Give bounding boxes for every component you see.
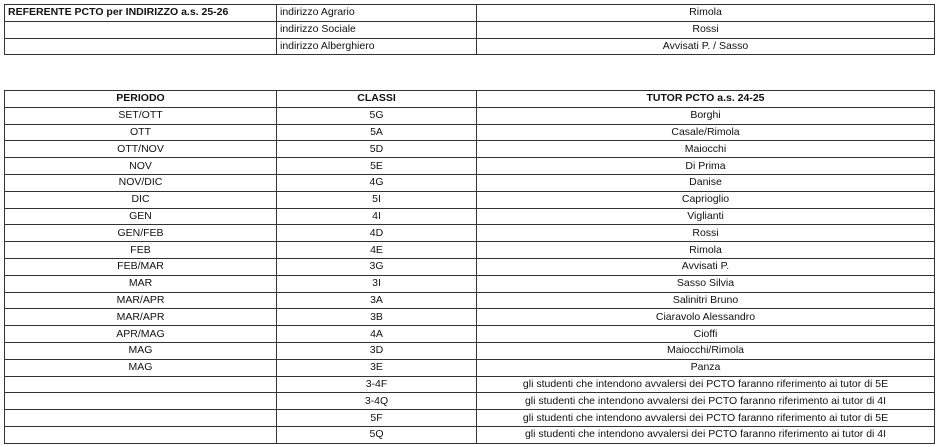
tutor-cell: Di Prima [477,158,935,175]
periodo-cell: OTT [5,124,277,141]
periodo-cell: APR/MAG [5,326,277,343]
table-row [5,124,935,141]
table-row [5,426,935,443]
periodo-cell: MAG [5,359,277,376]
referente-cell: Rossi [477,21,935,38]
indirizzo-cell: indirizzo Alberghiero [277,38,477,55]
tutor-cell: Ciaravolo Alessandro [477,309,935,326]
tutor-header-row [5,91,935,108]
periodo-cell: FEB [5,242,277,259]
referente-cell: Rimola [477,5,935,22]
classe-cell: 4A [277,326,477,343]
classe-cell: 3A [277,292,477,309]
tutor-cell: Panza [477,359,935,376]
table-row [5,410,935,427]
tutor-cell: Sasso Silvia [477,275,935,292]
table-row [5,5,935,22]
empty-cell [5,21,277,38]
tutor-cell: Avvisati P. [477,258,935,275]
tutor-cell: Borghi [477,107,935,124]
tutor-cell: gli studenti che intendono avvalersi dei PCTO faranno riferimento ai tutor di 5E [477,410,935,427]
classe-cell: 3B [277,309,477,326]
periodo-cell: MAR/APR [5,309,277,326]
classe-cell: 4I [277,208,477,225]
tutor-cell: Maiocchi [477,141,935,158]
table-row [5,38,935,55]
tutor-cell: gli studenti che intendono avvalersi dei PCTO faranno riferimento ai tutor di 4I [477,426,935,443]
table-row [5,309,935,326]
periodo-cell: SET/OTT [5,107,277,124]
periodo-cell: OTT/NOV [5,141,277,158]
periodo-cell: DIC [5,191,277,208]
periodo-cell [5,426,277,443]
classe-cell: 3E [277,359,477,376]
table-row [5,158,935,175]
periodo-cell: GEN/FEB [5,225,277,242]
table-row [5,292,935,309]
periodo-cell: MAG [5,342,277,359]
referente-cell: Avvisati P. / Sasso [477,38,935,55]
tutor-table [4,90,935,444]
periodo-cell: MAR/APR [5,292,277,309]
empty-cell [5,38,277,55]
table-row [5,208,935,225]
tutor-cell: Rossi [477,225,935,242]
tutor-cell: Caprioglio [477,191,935,208]
referenti-title: REFERENTE PCTO per INDIRIZZO a.s. 25-26 [5,5,277,22]
table-row [5,258,935,275]
tutor-cell: Rimola [477,242,935,259]
classe-cell: 3-4Q [277,393,477,410]
periodo-cell: FEB/MAR [5,258,277,275]
tutor-cell: Viglianti [477,208,935,225]
header-tutor: TUTOR PCTO a.s. 24-25 [477,91,935,108]
tutor-cell: Casale/Rimola [477,124,935,141]
periodo-cell [5,410,277,427]
table-row [5,342,935,359]
classe-cell: 4G [277,174,477,191]
indirizzo-cell: indirizzo Sociale [277,21,477,38]
table-row [5,242,935,259]
table-row [5,174,935,191]
classe-cell: 5A [277,124,477,141]
header-periodo: PERIODO [5,91,277,108]
table-row [5,107,935,124]
table-row [5,141,935,158]
periodo-cell: NOV [5,158,277,175]
table-row [5,393,935,410]
classe-cell: 5E [277,158,477,175]
periodo-cell: GEN [5,208,277,225]
header-classi: CLASSI [277,91,477,108]
table-row [5,376,935,393]
table-row [5,21,935,38]
table-row [5,225,935,242]
periodo-cell: MAR [5,275,277,292]
classe-cell: 5F [277,410,477,427]
classe-cell: 4E [277,242,477,259]
periodo-cell [5,393,277,410]
classe-cell: 3D [277,342,477,359]
referenti-table [4,4,935,55]
tutor-cell: Salinitri Bruno [477,292,935,309]
classe-cell: 5D [277,141,477,158]
tutor-cell: Cioffi [477,326,935,343]
table-row [5,191,935,208]
tutor-cell: Maiocchi/Rimola [477,342,935,359]
classe-cell: 5G [277,107,477,124]
table-row [5,359,935,376]
classe-cell: 5Q [277,426,477,443]
periodo-cell [5,376,277,393]
table-row [5,275,935,292]
classe-cell: 3-4F [277,376,477,393]
classe-cell: 3G [277,258,477,275]
table-row [5,326,935,343]
classe-cell: 5I [277,191,477,208]
classe-cell: 4D [277,225,477,242]
indirizzo-cell: indirizzo Agrario [277,5,477,22]
tutor-cell: gli studenti che intendono avvalersi dei PCTO faranno riferimento ai tutor di 4I [477,393,935,410]
periodo-cell: NOV/DIC [5,174,277,191]
tutor-cell: Danise [477,174,935,191]
classe-cell: 3I [277,275,477,292]
tutor-cell: gli studenti che intendono avvalersi dei PCTO faranno riferimento ai tutor di 5E [477,376,935,393]
